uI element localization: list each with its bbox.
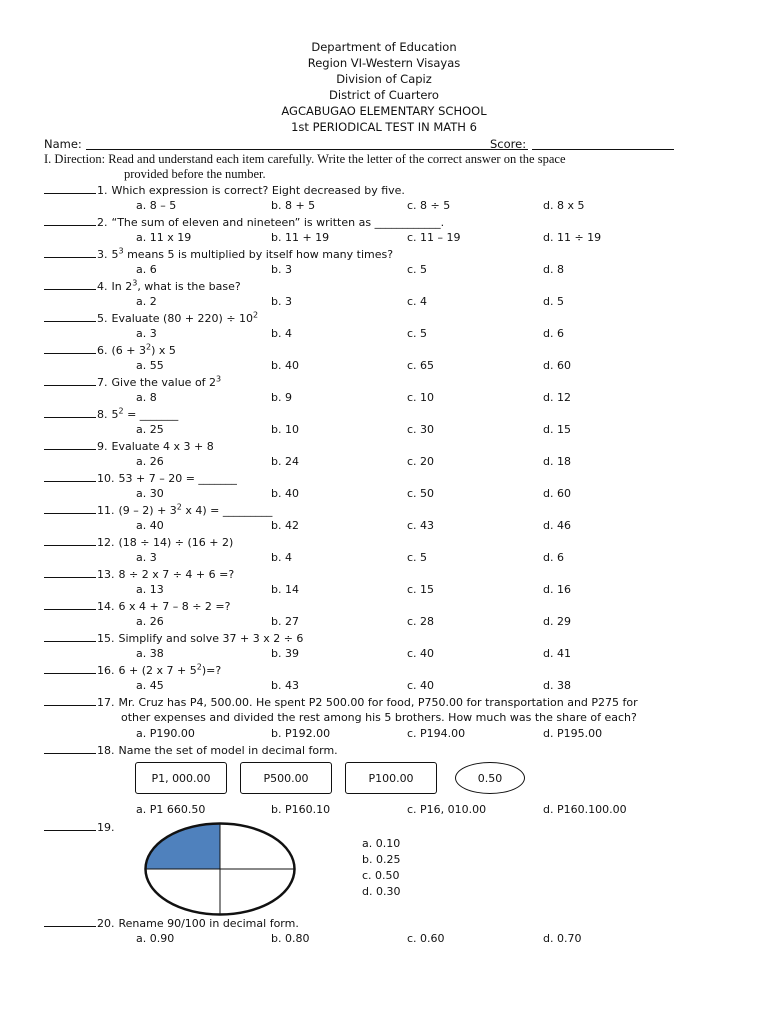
question-number: 15. — [97, 632, 115, 645]
option-a: a. 26 — [136, 615, 164, 628]
question-text: Name the set of model in decimal form. — [118, 744, 338, 757]
options-6 — [0, 358, 768, 374]
option-b: b. 40 — [271, 359, 299, 372]
option-a: a. 40 — [136, 519, 164, 532]
question-text-rest: , what is the base? — [137, 280, 241, 293]
option-a: a. 30 — [136, 487, 164, 500]
option-a: a. 2 — [136, 295, 157, 308]
question-number: 20. — [97, 917, 115, 930]
model-box-500: P500.00 — [240, 762, 332, 794]
option-c: c. P194.00 — [407, 727, 466, 740]
option-a: a. P1 660.50 — [136, 803, 206, 816]
options-15 — [0, 646, 768, 662]
question-number: 17. — [97, 696, 115, 709]
option-c: c. 15 — [407, 583, 435, 596]
option-c: c. P16, 010.00 — [407, 803, 487, 816]
options-17 — [0, 726, 768, 742]
option-d: d. P160.100.00 — [543, 803, 627, 816]
question-text: Mr. Cruz has P4, 500.00. He spent P2 500.00 for food, P750.00 for transportation and P275 for — [118, 696, 638, 709]
option-d: d. 60 — [543, 359, 571, 372]
question-number: 1. — [97, 184, 108, 197]
exponent: 3 — [118, 246, 124, 256]
answer-blank-20[interactable] — [44, 915, 96, 927]
option-c: c. 50 — [407, 487, 435, 500]
option-b: b. 24 — [271, 455, 299, 468]
answer-blank-5[interactable] — [44, 310, 96, 322]
exponent: 2 — [196, 662, 202, 672]
option-a: a. 3 — [136, 327, 157, 340]
question-text: 5 — [111, 408, 119, 421]
option-c: c. 40 — [407, 679, 435, 692]
question-number: 14. — [97, 600, 115, 613]
question-4 — [44, 278, 241, 294]
option-b: b. 3 — [271, 295, 292, 308]
option-d: d. 0.70 — [543, 932, 582, 945]
exponent: 3 — [132, 278, 138, 288]
option-d: d. 41 — [543, 647, 571, 660]
options-7 — [0, 390, 768, 406]
option-c: c. 43 — [407, 519, 435, 532]
options-8 — [0, 422, 768, 438]
question-15 — [44, 630, 303, 646]
option-a: a. P190.00 — [136, 727, 195, 740]
option-a: a. 3 — [136, 551, 157, 564]
option-b: b. 3 — [271, 263, 292, 276]
question-16 — [44, 662, 221, 678]
options-9 — [0, 454, 768, 470]
option-b: b. 27 — [271, 615, 299, 628]
question-number: 16. — [97, 664, 115, 677]
option-d: d. 29 — [543, 615, 571, 628]
option-c: c. 11 – 19 — [407, 231, 461, 244]
option-b: b. 4 — [271, 327, 292, 340]
option-b: b. 0.80 — [271, 932, 310, 945]
options-5 — [0, 326, 768, 342]
score-label: Score: — [490, 137, 527, 151]
question-1 — [44, 182, 405, 198]
answer-blank-7[interactable] — [44, 374, 96, 386]
answer-blank-15[interactable] — [44, 630, 96, 642]
option-d: d. 15 — [543, 423, 571, 436]
question-9 — [44, 438, 214, 454]
exponent: 3 — [216, 374, 222, 384]
question-text: “The sum of eleven and nineteen” is written as ____________. — [111, 216, 445, 229]
option-d: d. 11 ÷ 19 — [543, 231, 602, 244]
direction-line-2: provided before the number. — [124, 167, 266, 181]
answer-blank-19[interactable] — [44, 819, 96, 831]
option-c: c. 0.60 — [407, 932, 445, 945]
question-text: Rename 90/100 in decimal form. — [118, 917, 299, 930]
question-number: 2. — [97, 216, 108, 229]
exponent: 2 — [146, 342, 152, 352]
question-number: 3. — [97, 248, 108, 261]
option-b: b. 14 — [271, 583, 299, 596]
question-number: 7. — [97, 376, 108, 389]
answer-blank-4[interactable] — [44, 278, 96, 290]
name-label: Name: — [44, 137, 82, 151]
name-score-line — [44, 137, 734, 153]
option-d: d. 16 — [543, 583, 571, 596]
answer-blank-13[interactable] — [44, 566, 96, 578]
option-b: b. 43 — [271, 679, 299, 692]
question-20 — [44, 915, 299, 931]
option-b: b. 11 + 19 — [271, 231, 330, 244]
model-box-100: P100.00 — [345, 762, 437, 794]
option-d: d. 5 — [543, 295, 564, 308]
options-10 — [0, 486, 768, 502]
question-text: Give the value of 2 — [111, 376, 217, 389]
answer-blank-17[interactable] — [44, 694, 96, 706]
option-d: d. 12 — [543, 391, 571, 404]
question-number: 11. — [97, 504, 115, 517]
option-d: d. P195.00 — [543, 727, 603, 740]
question-number: 18. — [97, 744, 115, 757]
question-text: 53 + 7 – 20 = _______ — [118, 472, 237, 485]
option-a: a. 0.10 — [362, 837, 401, 850]
option-b: b. P192.00 — [271, 727, 331, 740]
question-number: 9. — [97, 440, 108, 453]
options-13 — [0, 582, 768, 598]
option-c: c. 5 — [407, 263, 428, 276]
exponent: 2 — [118, 406, 124, 416]
option-b: b. 40 — [271, 487, 299, 500]
answer-blank-14[interactable] — [44, 598, 96, 610]
header-line-region: Region VI-Western Visayas — [307, 56, 461, 70]
name-field[interactable] — [86, 137, 528, 150]
answer-blank-10[interactable] — [44, 470, 96, 482]
options-11 — [0, 518, 768, 534]
option-d: d. 6 — [543, 327, 564, 340]
score-field[interactable] — [532, 137, 674, 150]
options-3 — [0, 262, 768, 278]
direction-text — [44, 152, 734, 182]
option-b: b. 8 + 5 — [271, 199, 316, 212]
question-8 — [44, 406, 178, 422]
model-box-1000: P1, 000.00 — [135, 762, 227, 794]
option-b: b. 4 — [271, 551, 292, 564]
question-text: Evaluate (80 + 220) ÷ 10 — [111, 312, 254, 325]
answer-blank-18[interactable] — [44, 742, 96, 754]
question-14 — [44, 598, 230, 614]
question-text-rest: )=? — [201, 664, 222, 677]
options-18 — [0, 802, 768, 818]
answer-blank-1[interactable] — [44, 182, 96, 194]
option-d: d. 60 — [543, 487, 571, 500]
answer-blank-9[interactable] — [44, 438, 96, 450]
answer-blank-2[interactable] — [44, 214, 96, 226]
option-a: a. 45 — [136, 679, 164, 692]
header-line-test-title: 1st PERIODICAL TEST IN MATH 6 — [291, 120, 477, 134]
options-4 — [0, 294, 768, 310]
option-a: a. 8 — [136, 391, 157, 404]
option-d: d. 0.30 — [362, 885, 401, 898]
exponent: 2 — [176, 502, 182, 512]
option-c: c. 0.50 — [362, 869, 400, 882]
header-line-school: AGCABUGAO ELEMENTARY SCHOOL — [281, 104, 487, 118]
option-c: c. 40 — [407, 647, 435, 660]
direction-line-1: I. Direction: Read and understand each item carefully. Write the letter of the correct answer on the space — [44, 152, 566, 166]
option-b: b. 9 — [271, 391, 292, 404]
exponent: 2 — [253, 310, 259, 320]
answer-blank-3[interactable] — [44, 246, 96, 258]
question-number: 12. — [97, 536, 115, 549]
question-text-rest: means 5 is multiplied by itself how many times? — [123, 248, 394, 261]
question-text: (9 – 2) + 3 — [118, 504, 177, 517]
question-17 — [44, 694, 638, 710]
options-12 — [0, 550, 768, 566]
question-text: 8 ÷ 2 x 7 ÷ 4 + 6 =? — [118, 568, 235, 581]
question-10 — [44, 470, 237, 486]
options-14 — [0, 614, 768, 630]
question-11 — [44, 502, 272, 518]
option-c: c. 65 — [407, 359, 435, 372]
option-c: c. 28 — [407, 615, 435, 628]
option-a: a. 0.90 — [136, 932, 175, 945]
option-a: a. 13 — [136, 583, 164, 596]
option-a: a. 11 x 19 — [136, 231, 192, 244]
option-a: a. 8 – 5 — [136, 199, 177, 212]
option-c: c. 30 — [407, 423, 435, 436]
question-text: (6 + 3 — [111, 344, 146, 357]
option-a: a. 25 — [136, 423, 164, 436]
option-d: d. 38 — [543, 679, 571, 692]
question-number: 10. — [97, 472, 115, 485]
question-number: 6. — [97, 344, 108, 357]
question-3 — [44, 246, 393, 262]
option-c: c. 8 ÷ 5 — [407, 199, 451, 212]
option-d: d. 8 — [543, 263, 564, 276]
option-d: d. 8 x 5 — [543, 199, 585, 212]
question-6 — [44, 342, 176, 358]
question-text: 5 — [111, 248, 119, 261]
answer-blank-12[interactable] — [44, 534, 96, 546]
question-text: Which expression is correct? Eight decreased by five. — [111, 184, 405, 197]
answer-blank-8[interactable] — [44, 406, 96, 418]
option-a: a. 6 — [136, 263, 157, 276]
option-c: c. 5 — [407, 327, 428, 340]
option-c: c. 5 — [407, 551, 428, 564]
header-line-department: Department of Education — [311, 40, 457, 54]
question-number: 19. — [97, 821, 115, 834]
question-text: Simplify and solve 37 + 3 x 2 ÷ 6 — [118, 632, 304, 645]
option-d: d. 6 — [543, 551, 564, 564]
option-a: a. 38 — [136, 647, 164, 660]
option-a: a. 55 — [136, 359, 164, 372]
option-b: b. 10 — [271, 423, 299, 436]
question-text: In 2 — [111, 280, 133, 293]
question-text-rest: = _______ — [123, 408, 179, 421]
answer-blank-16[interactable] — [44, 662, 96, 674]
option-b: b. P160.10 — [271, 803, 331, 816]
option-c: c. 4 — [407, 295, 428, 308]
option-c: c. 10 — [407, 391, 435, 404]
question-number: 4. — [97, 280, 108, 293]
question-2 — [44, 214, 444, 230]
options-2 — [0, 230, 768, 246]
question-19 — [44, 819, 119, 835]
header-line-district: District of Cuartero — [329, 88, 439, 102]
question-number: 13. — [97, 568, 115, 581]
question-18 — [44, 742, 338, 758]
fraction-circle-diagram — [143, 821, 297, 917]
options-16 — [0, 678, 768, 694]
question-12 — [44, 534, 233, 550]
document-header — [0, 39, 768, 135]
question-text: 6 + (2 x 7 + 5 — [118, 664, 197, 677]
question-13 — [44, 566, 234, 582]
model-coin-050: 0.50 — [455, 762, 525, 794]
answer-blank-6[interactable] — [44, 342, 96, 354]
question-text-rest: x 4) = _________ — [181, 504, 273, 517]
question-number: 5. — [97, 312, 108, 325]
question-text: Evaluate 4 x 3 + 8 — [111, 440, 214, 453]
question-text-rest: ) x 5 — [151, 344, 176, 357]
options-1 — [0, 198, 768, 214]
option-b: b. 39 — [271, 647, 299, 660]
options-19 — [362, 836, 400, 900]
option-b: b. 0.25 — [362, 853, 401, 866]
question-7 — [44, 374, 221, 390]
question-5 — [44, 310, 258, 326]
header-line-division: Division of Capiz — [336, 72, 432, 86]
question-number: 8. — [97, 408, 108, 421]
option-d: d. 18 — [543, 455, 571, 468]
option-b: b. 42 — [271, 519, 299, 532]
option-d: d. 46 — [543, 519, 571, 532]
options-20 — [0, 931, 768, 947]
question-17-continued: other expenses and divided the rest among his 5 brothers. How much was the share of each? — [121, 711, 637, 724]
question-text: (18 ÷ 14) ÷ (16 + 2) — [118, 536, 234, 549]
option-a: a. 26 — [136, 455, 164, 468]
question-text: 6 x 4 + 7 – 8 ÷ 2 =? — [118, 600, 231, 613]
option-c: c. 20 — [407, 455, 435, 468]
answer-blank-11[interactable] — [44, 502, 96, 514]
